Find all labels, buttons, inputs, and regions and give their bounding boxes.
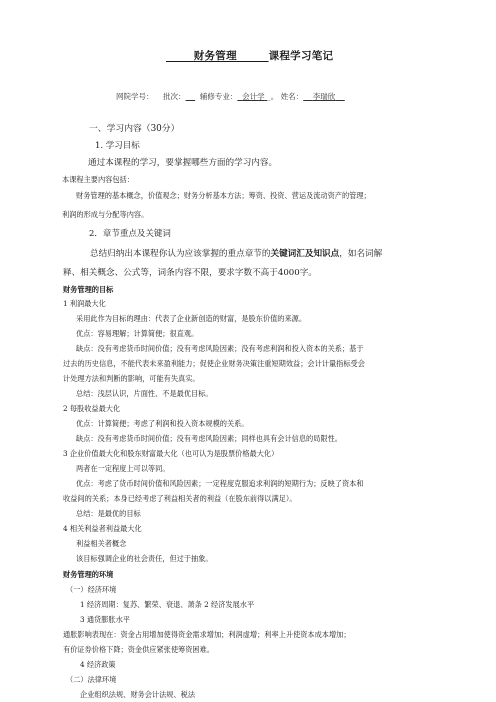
goal-1-reason: 采用此作为目标的理由：代表了企业新创造的财富，是股东价值的来源。	[76, 314, 307, 323]
env-legal-heading: （二）法律环境	[66, 675, 117, 684]
goal-1-pros: 优点：容易理解；计算简便；很直观。	[76, 329, 199, 338]
batch-blank	[186, 92, 196, 101]
env-inflation-line-1: 通胀影响表现在：资金占用增加使得资金需求增加；利润虚增；利率上升使资本成本增加；	[63, 630, 351, 639]
major-value: 会计学	[242, 92, 265, 101]
env-economic-item-3: 3 通货膨胀水平	[80, 615, 130, 624]
summary-instruction-line-1: 总结归纳出本课程你认为应该掌握的重点章节的关键词汇及知识点，如名词解	[90, 249, 383, 259]
goal-1-cons-line-3: 计处理方法和判断的影响，可能有失真实。	[63, 374, 200, 383]
goal-2-title: 2 每股收益最大化	[63, 404, 121, 413]
major-label: 辅修专业：	[199, 92, 238, 101]
batch-label: 批次：	[163, 92, 186, 101]
name-label: 姓名：	[280, 92, 304, 101]
goal-3-equivalence: 两者在一定程度上可以等同。	[76, 464, 170, 473]
page-title	[166, 51, 333, 62]
school-id-label: 网院学号：	[116, 92, 154, 101]
goal-3-summary: 总结：是最优的目标	[76, 509, 141, 518]
notes-heading-environment: 财务管理的环境	[63, 570, 114, 579]
goal-1-title: 1 利润最大化	[63, 299, 106, 308]
keyword-emphasis: 关键词汇及知识点	[270, 249, 340, 259]
intro-paragraph: 通过本课程的学习，要掌握哪些方面的学习内容。	[88, 158, 278, 168]
student-info-line: 网院学号： 批次： 辅修专业： 会计学 _。 姓名： 李瑞欣	[116, 93, 345, 101]
goal-1-cons-line-1: 缺点：没有考虑货币时间价值；没有考虑风险因素；没有考虑利润和投入资本的关系；基于	[76, 344, 364, 353]
goal-2-pros: 优点：计算简便；考虑了利润和投入资本规模的关系。	[76, 419, 249, 428]
section-heading-learning-content: 一、学习内容（30分）	[89, 124, 180, 134]
goal-3-title: 3 企业价值最大化和股东财富最大化（也可认为是股票价格最大化）	[63, 449, 279, 458]
goal-4-concept: 利益相关者概念	[76, 539, 127, 548]
course-contents-label: 本课程主要内容包括：	[62, 175, 134, 184]
env-economic-item-1: 1 经济周期：复苏、繁荣、衰退、萧条 2 经济发展水平	[80, 600, 255, 609]
goal-3-pros-line-1: 优点：考虑了货币时间价值和风险因素；一定程度克服追求利润的短期行为；反映了资本和	[76, 479, 364, 488]
notes-heading-goals: 财务管理的目标	[63, 285, 114, 294]
env-economic-item-4: 4 经济政策	[80, 660, 116, 669]
subheading-key-chapters: 2．章节重点及关键词	[89, 229, 171, 239]
title-suffix: 课程学习笔记	[268, 50, 334, 62]
name-value: 李瑞欣	[312, 92, 336, 101]
goal-1-cons-line-2: 过去的历史信息，不能代表未来盈利能力；促使企业财务决策注重短期效益；会计计量指标受会	[63, 359, 365, 368]
goal-4-note: 该目标强调企业的社会责任，但过于抽象。	[76, 554, 213, 563]
env-legal-item-1: 企业组织法规、财务会计法规、税法	[80, 690, 196, 699]
goal-2-cons: 缺点：没有考虑货币时间价值；没有考虑风险因素；同样也具有会计信息的局限性。	[76, 434, 342, 443]
env-inflation-line-2: 有价证券价格下降；资金供应紧张使筹资困难。	[63, 645, 214, 654]
subheading-learning-goal: 1. 学习目标	[95, 141, 140, 151]
goal-3-pros-line-2: 收益间的关系；本身已经考虑了利益相关者的利益（在股东前得以满足）。	[63, 494, 297, 503]
goal-1-summary: 总结：浅层认识，片面性、不是最优目标。	[76, 389, 213, 398]
goal-4-title: 4 相关利益者利益最大化	[63, 524, 142, 533]
course-contents-line-2: 利润的形成与分配等内容。	[62, 210, 149, 219]
summary-instruction-line-2: 释、相关概念、公式等，词条内容不限，要求字数不高于4000字。	[63, 268, 317, 278]
title-course-name: 财务管理	[193, 50, 237, 62]
course-contents-line-1: 财务管理的基本概念，价值观念；财务分析基本方法；筹资、投资、营运及流动资产的管理；	[76, 191, 371, 200]
env-economic-heading: （一）经济环境	[66, 585, 117, 594]
